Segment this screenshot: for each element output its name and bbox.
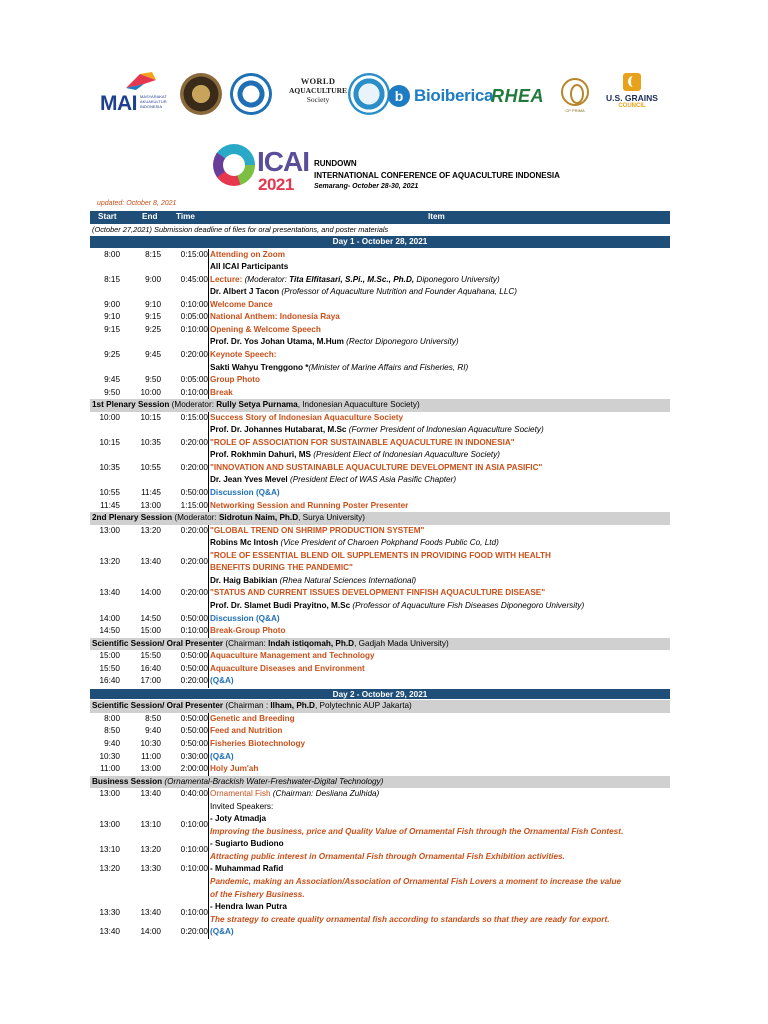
start-time: 11:45	[100, 500, 120, 510]
duration: 0:10:00	[180, 864, 208, 874]
end-time: 13:40	[140, 556, 161, 566]
speaker-name: Dr. Haig Babikian	[210, 575, 278, 585]
document-header	[314, 158, 560, 193]
speaker-affiliation: (Minister of Marine Affairs and Fisheries, RI)	[308, 362, 469, 372]
end-time: 14:50	[140, 613, 161, 623]
end-time: 9:00	[145, 274, 161, 284]
end-time: 10:55	[140, 462, 161, 472]
chairman-name: Indah istiqomah, Ph.D	[268, 638, 355, 648]
item-text: Networking Session and Running Poster Presenter	[208, 500, 670, 513]
invited-speakers-label: Invited Speakers:	[208, 801, 670, 814]
item-cell	[208, 788, 670, 801]
table-row	[90, 650, 670, 663]
mai-logo-text: MAI	[100, 92, 137, 115]
conference-title: INTERNATIONAL CONFERENCE OF AQUACULTURE INDONESIA	[314, 170, 560, 180]
start-time: 9:45	[104, 375, 120, 385]
bioiberica-b-icon: b	[388, 85, 410, 107]
item-text-line-2: BENEFITS DURING THE PANDEMIC"	[210, 563, 353, 573]
item-cell	[208, 286, 670, 299]
start-time: 10:15	[99, 437, 120, 447]
session-header-scientific-2	[90, 700, 670, 713]
end-time: 9:45	[145, 350, 161, 360]
item-cell	[208, 550, 670, 575]
duration: 0:20:00	[180, 556, 208, 566]
session-title: 1st Plenary Session	[92, 400, 170, 410]
session-title: Scientific Session/ Oral Presenter	[92, 638, 224, 648]
table-row	[90, 801, 670, 814]
start-time: 8:15	[104, 274, 120, 284]
start-time: 13:30	[99, 908, 120, 918]
item-text: Genetic and Breeding	[208, 713, 670, 726]
duration: 0:50:00	[180, 726, 208, 736]
end-time: 13:20	[140, 525, 161, 535]
start-time: 10:55	[99, 488, 120, 498]
end-time: 10:00	[140, 387, 161, 397]
item-text: Attending on Zoom	[208, 249, 670, 262]
table-row	[90, 449, 670, 462]
start-time: 8:00	[104, 249, 120, 259]
duration: 0:30:00	[180, 751, 208, 761]
session-title: Scientific Session/ Oral Presenter	[92, 701, 224, 711]
moderator-name: Rully Setya Purnama	[216, 400, 298, 410]
start-time: 10:35	[99, 462, 120, 472]
item-text: Feed and Nutrition	[208, 725, 670, 738]
end-time: 11:45	[141, 488, 161, 498]
end-time: 9:40	[145, 726, 161, 736]
table-row	[90, 725, 670, 738]
speaker-name: - Muhammad Rafid	[210, 864, 284, 874]
item-text: Keynote Speech:	[208, 349, 670, 362]
table-row	[90, 625, 670, 638]
start-time: 9:25	[104, 350, 120, 360]
table-row	[90, 462, 670, 475]
chairman-note: (Chairman: Desliana Zulhida)	[270, 789, 380, 799]
start-time: 13:00	[99, 525, 120, 535]
table-row	[90, 412, 670, 425]
duration: 0:10:00	[180, 845, 208, 855]
speaker-name: Dr. Jean Yves Mevel	[210, 475, 288, 485]
us-grains-line-2: COUNCIL	[618, 103, 646, 109]
icai-logo-year: 2021	[258, 175, 294, 194]
start-time: 13:20	[99, 556, 120, 566]
start-time: 10:30	[99, 751, 120, 761]
item-text: Group Photo	[208, 374, 670, 387]
start-time: 8:00	[104, 713, 120, 723]
duration: 0:05:00	[180, 375, 208, 385]
circular-seal-logo	[348, 73, 390, 115]
table-row	[90, 600, 670, 613]
day-2-header: Day 2 - October 29, 2021	[90, 688, 670, 701]
item-text: National Anthem: Indonesia Raya	[208, 311, 670, 324]
end-time: 13:10	[140, 820, 161, 830]
speaker-name: Dr. Albert J Tacon	[210, 287, 280, 297]
moderator-affiliation: , Indonesian Aquaculture Society)	[297, 400, 420, 410]
table-row	[90, 763, 670, 776]
duration: 0:20:00	[180, 588, 208, 598]
item-text: "ROLE OF ASSOCIATION FOR SUSTAINABLE AQUACULTURE IN INDONESIA"	[208, 437, 670, 450]
duration: 0:10:00	[180, 387, 208, 397]
end-time: 10:35	[140, 437, 161, 447]
was-line-3: Society	[306, 95, 330, 104]
duration: 0:05:00	[180, 312, 208, 322]
start-time: 13:00	[99, 789, 120, 799]
duration: 0:50:00	[180, 651, 208, 661]
table-row	[90, 286, 670, 299]
speaker-name: Prof. Dr. Johannes Hutabarat, M.Sc	[210, 425, 347, 435]
session-header-business	[90, 776, 670, 789]
start-time: 15:00	[99, 651, 120, 661]
speaker-name: - Joty Atmadja	[210, 814, 267, 824]
item-text: Discussion (Q&A)	[208, 487, 670, 500]
item-text: "GLOBAL TREND ON SHRIMP PRODUCTION SYSTEM"	[208, 525, 670, 538]
start-time: 9:50	[104, 387, 120, 397]
moderator-affiliation: , Surya University)	[298, 513, 366, 523]
mai-logo-subtitle: MASYARAKAT AKUAKULTUR INDONESIA	[140, 94, 167, 109]
was-line-1: WORLD	[300, 76, 336, 86]
icai-ring-icon	[213, 144, 255, 186]
icai-logo-word: ICAI	[257, 146, 309, 177]
duration: 0:20:00	[180, 462, 208, 472]
speaker-affiliation: (Rhea Natural Sciences International)	[277, 575, 417, 585]
duration: 0:45:00	[180, 274, 208, 284]
item-text: Opening & Welcome Speech	[208, 324, 670, 337]
item-text: "STATUS AND CURRENT ISSUES DEVELOPMENT FINFISH AQUACULTURE DISEASE"	[208, 587, 670, 600]
duration: 0:20:00	[180, 350, 208, 360]
start-time: 13:20	[99, 864, 120, 874]
bioiberica-text: Bioiberica	[414, 86, 494, 105]
chairman-affiliation: , Polytechnic AUP Jakarta)	[314, 701, 412, 711]
duration: 0:50:00	[180, 713, 208, 723]
table-header-row	[90, 211, 670, 224]
start-time: 13:40	[99, 927, 120, 937]
moderator-name: Tita Elfitasari, S.Pi., M.Sc., Ph.D,	[289, 274, 415, 284]
end-time: 13:00	[140, 764, 161, 774]
cp-prima-text: CP PRIMA	[565, 108, 585, 113]
item-title: Ornamental Fish	[210, 789, 271, 799]
end-time: 13:00	[140, 500, 161, 510]
item-cell	[208, 575, 670, 588]
schedule-table	[90, 211, 670, 939]
talk-title: Attracting public interest in Ornamental Fish through Ornamental Fish Exhibition activities.	[210, 851, 565, 861]
table-row	[90, 261, 670, 274]
item-text: Break-Group Photo	[208, 625, 670, 638]
table-row	[90, 587, 670, 600]
table-row	[90, 613, 670, 626]
table-row	[90, 274, 670, 287]
us-grains-council-logo	[604, 73, 660, 118]
duration: 0:15:00	[180, 249, 208, 259]
duration: 0:10:00	[180, 908, 208, 918]
end-time: 15:00	[140, 626, 161, 636]
speaker-name: Prof. Dr. Slamet Budi Prayitno, M.Sc	[210, 600, 351, 610]
mai-fish-icon	[122, 70, 162, 92]
moderator-affiliation: Diponegoro University)	[414, 274, 500, 284]
item-cell	[208, 600, 670, 613]
us-grains-mark-icon	[623, 73, 641, 91]
start-time: 8:50	[104, 726, 120, 736]
duration: 0:15:00	[180, 412, 208, 422]
item-cell	[208, 901, 670, 926]
end-time: 14:00	[140, 588, 161, 598]
mai-logo	[100, 70, 180, 120]
end-time: 16:40	[140, 663, 161, 673]
end-time: 10:15	[140, 412, 161, 422]
speaker-affiliation: (Professor of Aquaculture Nutrition and Founder Aquahana, LLC)	[279, 287, 518, 297]
bioiberica-logo	[388, 85, 498, 109]
chairman-label: (Chairman :	[223, 701, 271, 711]
table-row	[90, 863, 670, 901]
speaker-affiliation: (Professor of Aquaculture Fish Diseases Diponegoro University)	[350, 600, 585, 610]
item-cell	[208, 813, 670, 838]
item-text: Fisheries Biotechnology	[208, 738, 670, 751]
rundown-title: RUNDOWN	[314, 159, 357, 168]
table-row	[90, 550, 670, 575]
table-row	[90, 675, 670, 688]
session-title: 2nd Plenary Session	[92, 513, 173, 523]
table-row	[90, 299, 670, 312]
item-text-line-1: "ROLE OF ESSENTIAL BLEND OIL SUPPLEMENTS IN PROVIDING FOOD WITH HEALTH	[210, 550, 551, 560]
item-text: Break	[208, 387, 670, 400]
item-cell	[208, 474, 670, 487]
col-time: Time	[176, 212, 195, 221]
table-row	[90, 788, 670, 801]
duration: 0:50:00	[180, 663, 208, 673]
table-row	[90, 901, 670, 926]
duration: 0:20:00	[180, 525, 208, 535]
start-time: 10:00	[99, 412, 120, 422]
talk-title: Improving the business, price and Quality Value of Ornamental Fish through the Ornamental Fish Contest.	[210, 826, 624, 836]
item-cell	[208, 336, 670, 349]
duration: 0:20:00	[180, 437, 208, 447]
col-item: Item	[428, 212, 445, 221]
col-end: End	[142, 212, 158, 221]
duration: 2:00:00	[180, 764, 208, 774]
speaker-name: Prof. Dr. Yos Johan Utama, M.Hum	[210, 337, 344, 347]
talk-title: The strategy to create quality ornamental fish according to standards so that they are ready for export.	[210, 914, 610, 924]
start-time: 14:00	[99, 613, 120, 623]
chairman-name: Ilham, Ph.D	[270, 701, 315, 711]
start-time: 9:00	[104, 299, 120, 309]
start-time: 14:50	[99, 626, 120, 636]
duration: 0:20:00	[180, 676, 208, 686]
end-time: 13:20	[140, 845, 161, 855]
table-row	[90, 537, 670, 550]
item-text: Holy Jum'ah	[208, 763, 670, 776]
duration: 0:10:00	[180, 626, 208, 636]
table-row	[90, 738, 670, 751]
chairman-affiliation: , Gadjah Mada University)	[354, 638, 449, 648]
end-time: 9:10	[145, 299, 161, 309]
speaker-name: Prof. Rokhmin Dahuri, MS	[210, 450, 311, 460]
col-start: Start	[98, 212, 117, 221]
talk-title-line-1: Pandemic, making an Association/Association of Ornamental Fish Lovers a moment to increase the value	[210, 877, 622, 887]
start-time: 9:40	[104, 738, 120, 748]
item-cell	[208, 838, 670, 863]
duration: 1:15:00	[180, 500, 208, 510]
duration: 0:10:00	[180, 820, 208, 830]
moderator-label: (Moderator:	[172, 513, 219, 523]
item-cell	[208, 424, 670, 437]
chairman-label: (Chairman:	[223, 638, 269, 648]
table-row	[90, 487, 670, 500]
end-time: 14:00	[140, 927, 161, 937]
item-cell	[208, 537, 670, 550]
table-row	[90, 525, 670, 538]
item-text: (Q&A)	[208, 675, 670, 688]
was-line-2: AQUACULTURE	[288, 86, 348, 95]
speaker-affiliation: (President Elect of WAS Asia Pasific Chapter)	[287, 475, 457, 485]
table-row	[90, 713, 670, 726]
duration: 0:10:00	[180, 299, 208, 309]
speaker-name: Robins Mc Intosh	[210, 538, 279, 548]
item-cell	[208, 449, 670, 462]
us-grains-line-1: U.S. GRAINS	[606, 93, 658, 103]
end-time: 9:25	[145, 324, 161, 334]
moderator-label: (Moderator:	[244, 274, 290, 284]
item-text: (Q&A)	[208, 751, 670, 764]
start-time: 13:40	[99, 588, 120, 598]
speaker-name: - Sugiarto Budiono	[210, 839, 284, 849]
table-row	[90, 500, 670, 513]
start-time: 11:00	[100, 764, 120, 774]
session-header-plenary-1	[90, 399, 670, 412]
duration: 0:10:00	[180, 324, 208, 334]
end-time: 9:15	[145, 312, 161, 322]
talk-title-line-2: of the Fishery Business.	[210, 889, 305, 899]
item-text: All ICAI Participants	[208, 261, 670, 274]
end-time: 13:40	[140, 789, 161, 799]
duration: 0:50:00	[180, 488, 208, 498]
speaker-affiliation: (Rector Diponegoro University)	[343, 337, 459, 347]
table-row	[90, 751, 670, 764]
speaker-affiliation: (President Elect of Indonesian Aquaculture Society)	[311, 450, 501, 460]
table-row	[90, 838, 670, 863]
session-subtitle: (Ornamental-Brackish Water-Freshwater-Digital Technology)	[162, 776, 384, 786]
speaker-affiliation: (Former President of Indonesian Aquaculture Society)	[346, 425, 544, 435]
end-time: 11:00	[141, 751, 161, 761]
speaker-affiliation: (Vice President of Charoen Pokphand Foods Public Co, Ltd)	[278, 538, 499, 548]
table-row	[90, 424, 670, 437]
item-title: Lecture:	[210, 274, 245, 284]
updated-date: updated: October 8, 2021	[97, 200, 177, 207]
item-text: Welcome Dance	[208, 299, 670, 312]
item-text: Aquaculture Diseases and Environment	[208, 663, 670, 676]
start-time: 9:15	[104, 324, 120, 334]
rhea-logo: RHEA	[491, 86, 545, 106]
start-time: 16:40	[99, 676, 120, 686]
table-row	[90, 249, 670, 262]
end-time: 13:40	[140, 908, 161, 918]
table-row	[90, 387, 670, 400]
table-row	[90, 336, 670, 349]
icai-logo	[213, 144, 308, 194]
end-time: 10:30	[140, 738, 161, 748]
day-1-header: Day 1 - October 28, 2021	[90, 236, 670, 249]
table-row	[90, 926, 670, 939]
speaker-name: - Hendra Iwan Putra	[210, 902, 287, 912]
table-row	[90, 374, 670, 387]
session-title: Business Session	[92, 776, 163, 786]
item-cell	[208, 863, 670, 901]
table-row	[90, 362, 670, 375]
duration: 0:50:00	[180, 738, 208, 748]
diponegoro-university-seal	[180, 73, 222, 115]
sponsor-logos	[98, 70, 658, 122]
duration: 0:20:00	[180, 927, 208, 937]
start-time: 9:10	[104, 312, 120, 322]
table-row	[90, 575, 670, 588]
duration: 0:50:00	[180, 613, 208, 623]
item-cell	[208, 362, 670, 375]
cp-prima-logo	[560, 78, 590, 118]
table-row	[90, 324, 670, 337]
table-row	[90, 437, 670, 450]
world-aquaculture-society-logo	[282, 76, 354, 116]
start-time: 13:10	[99, 845, 120, 855]
submission-note: (October 27,2021) Submission deadline of files for oral presentations, and poster materials	[92, 224, 389, 234]
table-row	[90, 813, 670, 838]
end-time: 8:15	[145, 249, 161, 259]
end-time: 13:30	[140, 864, 161, 874]
table-row	[90, 474, 670, 487]
speaker-name: Sakti Wahyu Trenggono *	[210, 362, 309, 372]
item-text: Discussion (Q&A)	[208, 613, 670, 626]
session-header-scientific-1	[90, 638, 670, 651]
start-time: 15:50	[99, 663, 120, 673]
end-time: 9:50	[145, 375, 161, 385]
duration: 0:40:00	[180, 789, 208, 799]
ministry-seal	[230, 73, 272, 115]
table-row	[90, 311, 670, 324]
table-row	[90, 663, 670, 676]
item-text: Aquaculture Management and Technology	[208, 650, 670, 663]
item-text: (Q&A)	[208, 926, 670, 939]
item-cell	[208, 274, 670, 287]
moderator-name: Sidrotun Naim, Ph.D	[218, 513, 299, 523]
conference-location-date: Semarang- October 28-30, 2021	[314, 183, 419, 190]
end-time: 8:50	[145, 713, 161, 723]
end-time: 17:00	[140, 676, 161, 686]
table-row	[90, 349, 670, 362]
item-text: Success Story of Indonesian Aquaculture Society	[208, 412, 670, 425]
session-header-plenary-2	[90, 512, 670, 525]
cp-prima-mark-icon	[561, 78, 589, 106]
start-time: 13:00	[99, 820, 120, 830]
item-text: "INNOVATION AND SUSTAINABLE AQUACULTURE DEVELOPMENT IN ASIA PASIFIC"	[208, 462, 670, 475]
moderator-label: (Moderator:	[169, 400, 217, 410]
end-time: 15:50	[140, 651, 161, 661]
